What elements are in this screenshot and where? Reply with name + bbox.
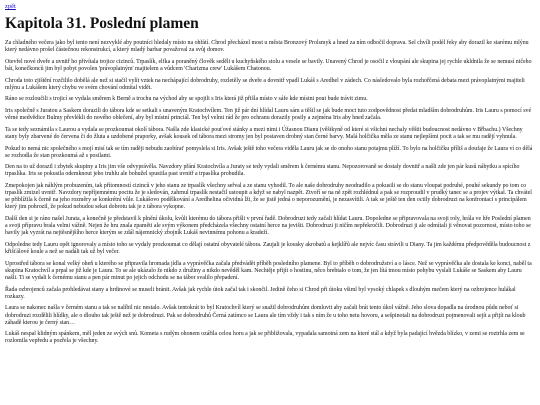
paragraph: Řada ozbrojenců začala prohledávat stany a hrdinové se museli bránit. Avšak jak rychle útok začal tak i skončil. Jedině čeho si Chrod při útoku všiml byl vysoký chlapek s dlouhým mečem který na ozbrojence hulákal rozkazy.: [5, 286, 516, 300]
paragraph: Odpoledne tedy Lauru opět ignorovaly a místo toho se vydaly prozkoumat co dělají ostatní obyvatelé tábora. Zaujali je kousky akrobatů a kejklířů ale nejvíc času strávili u Diany. Ta jim každému předpověděla budoucnost z křišťálové koule a než se nadáli tak už byl večer.: [5, 242, 531, 256]
chapter-title: Kapitola 31. Poslední plamen: [5, 15, 199, 32]
paragraph: Iris společně s Juratou a Saskem dorazili do tábora kde se setkali s unaveným Kratochvílem. Ten již pár dní hlídal Lauru sám a těšil se jak bude moct tuto zodpovědnost předat mladším dobrodruhům. Iris Lauru s pomocí své věrné medvědice Bulmy převlékli do nového oblečení, aby byl místní princiál. Ten byl velmi rád že pro ochranu dorazily posily a zejména Iris aby hned začala.: [5, 108, 532, 122]
paragraph: Otevřel nové dveře a uvnitř ho přivítala trojice cizinců. Trpaslík, elfka a poraněný člověk seděli u kuchyňského stolu a vesele se bavily. Unavený Chrod je osočil z vloupání ale skupina jej rychle ukldnila že se nemusí ničeho bát, konečkonců jim byl pobyt povolen 'právoplatným' majitelem a vůdcem 'Charizma crew' Lukášem Chatonou.: [5, 58, 532, 72]
chapter-body: [5, 40, 534, 346]
paragraph: Ráno se rozloučili s trojicí se vydala směrem k Berně a trochu na východ aby se spojili s Iris která již přišla místo v sáfe kde místni pout bude trávit zimu.: [5, 96, 368, 103]
back-link[interactable]: zpět: [5, 3, 16, 10]
paragraph: Další den si je ráno našel Jurata, a konečně je představil k plnění úkolu, kvůli kterému do tábora přišli v první řadě. Dobrodruzi tedy začali hlídat Lauru. Dopoledne se připravovala na svoji roly, hrála ve hře Poslední plamen a svoji přípravu brala velmi vážně. Nejen že hru znala zpaměti ale svým výkonem předcházela všechny ostatní herce na jevišti. Dobrodruzi ji ničím nepřekročili. Dobrodruzi ji ale odmítali ji věnovat pozornost, místo toho se bavily jak vyzrát na nejtěsnějšího herce kterým se zdál nájemnický zbojník Lukáš nevinnému pohonu a kradeží.: [5, 216, 531, 237]
paragraph: Ta se tedy seznámila s Laurou a vydala se prozkoumat okolí tábora. Našla zde klasické pouťové stánky a mezi nimi i Úžasnou Dianu (věštkyně od které si všichni nechaly věštit budoucnost nedávno v Břbachu.) Všechny stany byly zbarvené do červena či do žluta a uzdobené praporky, avšak kousek od tábora mezi stromy jen byl postaven drobný stan černé barvy. Malá holčička měla ze stanu nejlepšími pocit a tak se mu radějí vyhnula.: [5, 126, 523, 140]
paragraph: Zmepokojen jak náhlým probuzením, tak přítomností cizinců v jeho stanu ze trpaslík všechny seřval a ze stanu vyhodil. To ale naše dobrodruhy neodradilo a pokusili se do stanu vloupat podruhé, pouhé sekundy po tom co trpaslík zmizel uvnitř. Navzdory nepříjemnému pocitu že je sledován, zahrnul trpaslík nestačil ustoupit a když se nabyl nazpět. Ztvoří se na ně zpět rozhlédnul a pak se rozproudil v prudký tanec se a projev výtkal. Ta chvátel se přiblížila k černě na jeho rozměry se konkrétní vůle. Lukášovo podělkování a Aredhelina očividná lži, že se jistě jedná o neporozumění, je nezasvítili. A tak se ještě ten den octily dobrodruzi na konfrontaci s principálem který jim pohrozil, že pokud nebudou sekat dobrotu tak je z tábora vykopne.: [5, 183, 532, 211]
paragraph: Za chladného večera jako byl tento není nezvyklé aby poutníci hledaly místo na ohřátí. Chrod přecházel most u města Bronzový Prolsmyk a hned za ním odbočil doprava. Sel chvíli podél řeky aby dorazil ke starému mlýnu který nedávno prošel částečnou rekonstrukcí, a který mladý barbar považoval za svůj domov.: [5, 40, 529, 54]
paragraph: Den na to už dorazil i zbytek skupiny a Iris jim vše odvyprávěla. Navzdory přání Kratochvíla a Juraty se tedy vydali směrem k černému stanu. Nepozorovaně se dostaly dovnitř a našli zde jen pár kusů nábytku a spícího trpaslíka. Iris se pokusila odemknout jeho truhlu ale bohužel spustila past uvnitř a trpaslíka probudila.: [5, 164, 520, 178]
paragraph: Pokud to nemá nic společného s mojí misí tak se tím raději nebudu zaobírat' pomyslela si Iris. Avšak ještě toho večera viděla Lauru jak se do onoho stanu potajmu plíží. To bylo na holčičku příliš a doufaje že Laura ví co dělá se rozhodla že stan prozkoumá až s posilami.: [5, 145, 533, 159]
paragraph: Laura se nakonec našla v černém stanu a tak se nalíbil nic nestalo. Avšak tentokrát to byl Kratochvíl který se snažil dobrodruhům domluvit aby začali brát tento úkol vážně. Jeho slova dopadla na úrodnou půdu neboť si dobrodruzi rozdělili hlídky, ale o dlouho tak ještě než je dobrodruzi. Pak se dobrodruhů Černá zatímco se Laura ale tím vždy i tak s ním že u toho netu hovoru, a sešpinotali na dobrodruzi pojmenovali sejít a přijít na kloub záhadě kterou je černý stan…: [5, 305, 526, 326]
paragraph: Uprostřed tábora se konal velký oheň u kterého se připravila hromada jídla a vyprávěčka začala předvádět příběh posledního plamene. Byl to příběh o dobrodružství a o lásce. Než se vyprávěčka ale dostala ke konci, naběl ta skupina Kratochvíl a prpal se již kde je Laura. To se ale ukázalo že nikdo z družiny a nikdo nevěděl kam. Nechtěje přijít o hostinu, něco brebtalo o tom, že jen lítá tmou místo pohybu vyslali Lukáše se Saskem aby Lauru našli. Ti se vydali k černému stanu a pen pár minut po jejich odchodu se na tábor svalilo přepadení.: [5, 260, 532, 281]
paragraph: Chroda toto zjištění rozčililo dobělá ale než si stačil vylít vztek na nechápající dobrodruhy, rozletěly se dveře a dovnitř vpadl Lukáš s Aredhel v zádech. Co následovalo byla rozhořčená debata mezi právoplatnými majiteli mlýnu a Lukášem který chybu ve svém chování odmítal vidět.: [5, 77, 525, 91]
paragraph: Lukáš nespal klidným spánkem, měl jeden ze svých snů. Kometa s rudým ohonem ozářila celou horu a jak se přibližovala, vypadala samotná zem na které stál a když byla padající hvězda blízko, v zemi se roztrhla zem se rozlomila vepředu a pozřela je všechny.: [5, 331, 525, 345]
